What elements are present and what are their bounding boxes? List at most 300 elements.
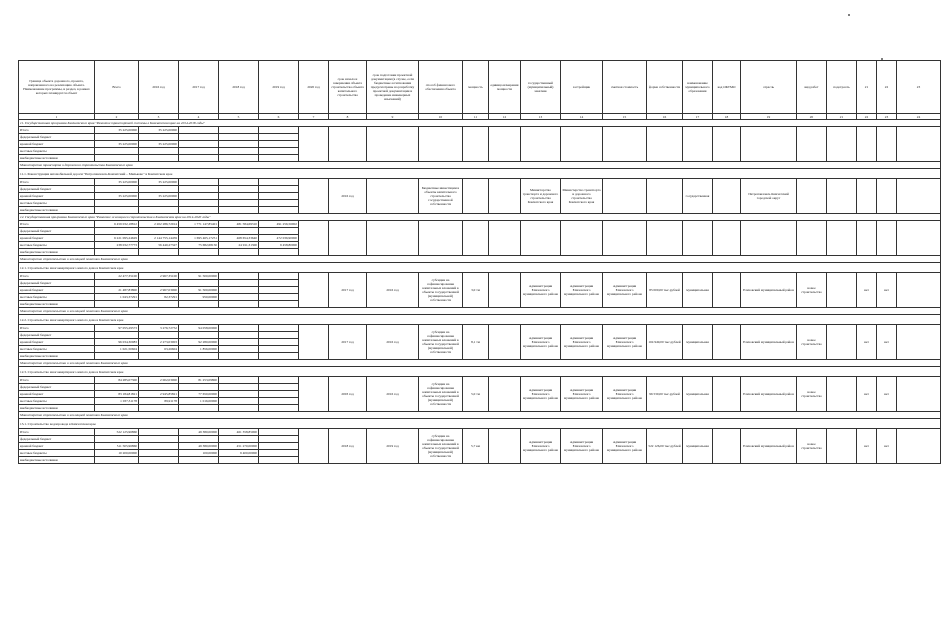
value-total xyxy=(95,384,139,391)
object-title-row xyxy=(19,419,941,429)
value-2018 xyxy=(219,280,259,287)
value-2019 xyxy=(259,443,299,450)
row-label: внебюджетные источники xyxy=(19,301,95,308)
value-total xyxy=(95,200,139,207)
column-number: 9 xyxy=(367,114,419,120)
value-2019 xyxy=(259,450,299,457)
column-number: 22 xyxy=(857,114,877,120)
start-year: 2017 год xyxy=(329,325,367,360)
col-22: нет xyxy=(877,429,897,464)
value-2016: 56 440,27327 xyxy=(139,242,179,249)
value-2016: 89,91178 xyxy=(139,398,179,405)
value-2018 xyxy=(219,179,259,186)
object-title: 12.1. Строительство многоквартирного жилого дома в Камчатском крае xyxy=(19,263,941,273)
value-2018: 9 400,00000 xyxy=(219,450,259,457)
value-2017 xyxy=(179,280,219,287)
value-2017: 75 682,68150 xyxy=(179,242,219,249)
value-2016 xyxy=(139,436,179,443)
value-2018 xyxy=(219,249,259,256)
value-total: 1 021,50604 xyxy=(95,346,139,353)
municipality: Елизовский муниципальный район xyxy=(741,325,797,360)
empty-cell xyxy=(857,127,877,162)
col-23 xyxy=(897,179,941,214)
column-header: наименование муниципального образования xyxy=(683,61,713,114)
value-total xyxy=(95,332,139,339)
value-2016 xyxy=(139,249,179,256)
value-2016: 63,26604 xyxy=(139,346,179,353)
value-2018 xyxy=(219,301,259,308)
column-number: 3 xyxy=(139,114,179,120)
empty-cell xyxy=(419,127,463,162)
row-label: Итого xyxy=(19,325,95,332)
capacity-unit xyxy=(489,429,521,464)
value-2019 xyxy=(259,249,299,256)
value-2017 xyxy=(179,436,219,443)
start-year: 2003 год xyxy=(329,377,367,412)
value-total xyxy=(95,228,139,235)
value-total: 6 221 095,24629 xyxy=(95,235,139,242)
column-number: 11 xyxy=(463,114,489,120)
value-total xyxy=(95,301,139,308)
column-number: 14 xyxy=(561,114,603,120)
row-label: краевой бюджет xyxy=(19,339,95,346)
value-2017 xyxy=(179,249,219,256)
value-2018 xyxy=(219,332,259,339)
value-2019: 472 036,90000 xyxy=(259,235,299,242)
value-total: 22 477,35100 xyxy=(95,273,139,280)
municipality: Петропавловск-Камчатский городской округ xyxy=(741,179,797,214)
section-title-row xyxy=(19,162,941,169)
column-header: 23 xyxy=(897,61,941,114)
value-total: 96 034,30983 xyxy=(95,339,139,346)
column-header: Всего xyxy=(95,61,139,114)
section-title-row xyxy=(19,256,941,263)
col-22: нет xyxy=(877,325,897,360)
object-title: 12.3. Строительство многоквартирного жилого дома в Камчатском крае xyxy=(19,367,941,377)
value-2016 xyxy=(139,200,179,207)
value-2019 xyxy=(259,287,299,294)
value-2017: 950,00000 xyxy=(179,294,219,301)
value-2020 xyxy=(299,429,329,464)
table-row xyxy=(19,273,941,280)
value-2018 xyxy=(219,398,259,405)
municipality: Елизовский муниципальный район xyxy=(741,429,797,464)
value-2018 xyxy=(219,141,259,148)
column-number: 1 xyxy=(19,114,95,120)
empty-cell xyxy=(857,221,877,256)
row-label: краевой бюджет xyxy=(19,391,95,398)
value-2019 xyxy=(259,346,299,353)
section-title: 11. Государственная программа Камчатского края "Развитие транспортной системы в Камчатском крае на 2014-2018 годы" xyxy=(19,120,941,127)
value-2018 xyxy=(219,273,259,280)
value-total: 35 225,00000 xyxy=(95,127,139,134)
section-title: Министерство строительства и жилищной политики Камчатского края xyxy=(19,308,941,315)
value-2017: 1 016,00000 xyxy=(179,398,219,405)
work-kind: новое строительство xyxy=(797,325,827,360)
value-2016: 35 225,00000 xyxy=(139,127,179,134)
col-22: нет xyxy=(877,273,897,308)
value-2019 xyxy=(259,280,299,287)
value-total xyxy=(95,186,139,193)
column-number: 16 xyxy=(647,114,683,120)
row-label: местные бюджеты xyxy=(19,398,95,405)
column-header: срок начала и завершения объекта строительства объекта капитального строительства xyxy=(329,61,367,114)
value-total: 84 285,07300 xyxy=(95,377,139,384)
value-2018 xyxy=(219,148,259,155)
empty-cell xyxy=(463,221,489,256)
value-2017: 1 856,00000 xyxy=(179,346,219,353)
start-year: 2017 год xyxy=(329,273,367,308)
value-2019 xyxy=(259,377,299,384)
column-header: 2019 год xyxy=(259,61,299,114)
value-2017 xyxy=(179,141,219,148)
spacer xyxy=(713,273,741,308)
row-label: краевой бюджет xyxy=(19,287,95,294)
value-2016 xyxy=(139,301,179,308)
row-label: Итого xyxy=(19,273,95,280)
column-header: государственный (муниципальный) заказчик xyxy=(521,61,561,114)
value-2017 xyxy=(179,127,219,134)
value-2016 xyxy=(139,353,179,360)
row-label: федеральный бюджет xyxy=(19,332,95,339)
value-2019 xyxy=(259,200,299,207)
developer: Администрация Елизовского муниципального района xyxy=(561,377,603,412)
column-number: 10 xyxy=(419,114,463,120)
empty-cell xyxy=(463,127,489,162)
empty-cell xyxy=(713,127,741,162)
object-title-row xyxy=(19,263,941,273)
section-title: 12. Государственная программа Камчатского края "Развитие жилищного строительства в Камчатском крае на 2014-2020 годы" xyxy=(19,214,941,221)
column-number: 20 xyxy=(797,114,827,120)
state-customer: Администрация Елизовского муниципального района xyxy=(521,377,561,412)
value-2018: 461 358,85000 xyxy=(219,429,259,436)
table-row xyxy=(19,429,941,436)
value-2019 xyxy=(259,141,299,148)
value-total: 21 487,83800 xyxy=(95,287,139,294)
col-22 xyxy=(877,179,897,214)
value-2020 xyxy=(299,377,329,412)
table-row xyxy=(19,377,941,384)
value-2018 xyxy=(219,287,259,294)
col-23 xyxy=(897,429,941,464)
table-row xyxy=(19,127,941,134)
value-2019 xyxy=(259,384,299,391)
column-header: срок подготовки проектной документации (в случае, если бюджетные ассигнования предусмотрены на разработку проектной документации и проведение инженерных изысканий) xyxy=(367,61,419,114)
object-title-row xyxy=(19,169,941,179)
column-header: форма собственности xyxy=(647,61,683,114)
value-total: 1 043,37291 xyxy=(95,294,139,301)
value-2018 xyxy=(219,294,259,301)
value-2018: 481 584,69310 xyxy=(219,221,259,228)
ownership-form: муниципальная xyxy=(683,429,713,464)
column-header: 21 xyxy=(857,61,877,114)
object-title-row xyxy=(19,315,941,325)
value-total: 6 459 032,18812 xyxy=(95,221,139,228)
value-2020 xyxy=(299,273,329,308)
design-year: 2016 год xyxy=(367,325,419,360)
column-header: вид работ xyxy=(797,61,827,114)
value-2016: 2 967,35100 xyxy=(139,273,179,280)
empty-cell xyxy=(877,127,897,162)
capacity-unit xyxy=(489,179,521,214)
row-label: местные бюджеты xyxy=(19,200,95,207)
value-2016 xyxy=(139,148,179,155)
row-label: федеральный бюджет xyxy=(19,436,95,443)
value-2018 xyxy=(219,186,259,193)
estimated-cost: 85 000,00 тыс.рублей xyxy=(647,273,683,308)
value-2017: 1 771 147,85401 xyxy=(179,221,219,228)
value-2016 xyxy=(139,332,179,339)
value-2020 xyxy=(299,179,329,214)
value-2019 xyxy=(259,186,299,193)
developer: Администрация Елизовского муниципального района xyxy=(561,273,603,308)
value-2019 xyxy=(259,325,299,332)
column-number: 12 xyxy=(489,114,521,120)
state-customer: Министерство транспорта и дорожного строительства Камчатского края xyxy=(521,179,561,214)
work-kind xyxy=(797,179,827,214)
empty-cell xyxy=(877,221,897,256)
object-title: 11.1. Реконструкция автомобильной дороги "Петропавловск-Камчатский – Мильково" в Камчатском крае xyxy=(19,169,941,179)
value-total: 35 225,00000 xyxy=(95,141,139,148)
empty-cell xyxy=(367,127,419,162)
estimated-cost xyxy=(647,179,683,214)
value-2019 xyxy=(259,207,299,214)
section-title: Министерство строительства и жилищной политики Камчатского края xyxy=(19,256,941,263)
estimated-cost: 522 126,00 тыс.рублей xyxy=(647,429,683,464)
value-2019: 9 458,80000 xyxy=(259,242,299,249)
empty-cell xyxy=(683,221,713,256)
column-number: 15 xyxy=(603,114,647,120)
empty-cell xyxy=(647,221,683,256)
value-2018 xyxy=(219,200,259,207)
value-total: 10 200,00000 xyxy=(95,450,139,457)
industry xyxy=(827,377,857,412)
row-label: краевой бюджет xyxy=(19,443,95,450)
empty-cell xyxy=(367,221,419,256)
state-customer: Администрация Елизовского муниципального района xyxy=(521,325,561,360)
industry xyxy=(827,179,857,214)
value-2017: 94 058,00000 xyxy=(179,325,219,332)
capacity-unit xyxy=(489,273,521,308)
value-2017: 92 280,00000 xyxy=(179,339,219,346)
value-2019 xyxy=(259,457,299,464)
row-label: федеральный бюджет xyxy=(19,186,95,193)
section-title: Министерство строительства и жилищной политики Камчатского края xyxy=(19,412,941,419)
row-label: местные бюджеты xyxy=(19,148,95,155)
section-title: Министерство строительства и жилищной политики Камчатского края xyxy=(19,360,941,367)
value-2019 xyxy=(259,127,299,134)
section-title-row xyxy=(19,214,941,221)
spacer xyxy=(713,377,741,412)
row-label: Итого xyxy=(19,377,95,384)
value-2017 xyxy=(179,148,219,155)
empty-cell xyxy=(683,127,713,162)
object-title-row xyxy=(19,367,941,377)
empty-cell xyxy=(827,221,857,256)
estimated-cost: 96 530,00 тыс.рублей xyxy=(647,377,683,412)
value-2017 xyxy=(179,384,219,391)
value-2017 xyxy=(179,155,219,162)
value-2019 xyxy=(259,134,299,141)
value-2017 xyxy=(179,405,219,412)
row-label: внебюджетные источники xyxy=(19,155,95,162)
row-label: федеральный бюджет xyxy=(19,384,95,391)
value-2018 xyxy=(219,325,259,332)
value-2016 xyxy=(139,280,179,287)
value-2018 xyxy=(219,207,259,214)
empty-cell xyxy=(521,221,561,256)
row-label: краевой бюджет xyxy=(19,193,95,200)
column-number: 18 xyxy=(713,114,741,120)
empty-cell xyxy=(329,127,367,162)
value-total xyxy=(95,249,139,256)
value-2017 xyxy=(179,193,219,200)
investment-table xyxy=(18,60,941,464)
value-2017 xyxy=(179,134,219,141)
value-2017 xyxy=(179,228,219,235)
row-label: внебюджетные источники xyxy=(19,353,95,360)
customer-org: Администрация Елизовского муниципального района xyxy=(603,429,647,464)
empty-cell xyxy=(299,221,329,256)
value-2018 xyxy=(219,384,259,391)
value-2018: 468 654,33640 xyxy=(219,235,259,242)
row-label: краевой бюджет xyxy=(19,141,95,148)
row-label: местные бюджеты xyxy=(19,346,95,353)
design-year: 2016 год xyxy=(367,273,419,308)
developer: Администрация Елизовского муниципального района xyxy=(561,429,603,464)
value-2018 xyxy=(219,436,259,443)
value-2020 xyxy=(299,325,329,360)
column-number: 24 xyxy=(897,114,941,120)
row-label: краевой бюджет xyxy=(19,235,95,242)
value-2016 xyxy=(139,186,179,193)
value-2016: 35 225,00000 xyxy=(139,179,179,186)
spacer xyxy=(713,325,741,360)
value-2019 xyxy=(259,179,299,186)
row-label: внебюджетные источники xyxy=(19,207,95,214)
col-21 xyxy=(857,179,877,214)
value-2019 xyxy=(259,429,299,436)
value-2018 xyxy=(219,228,259,235)
empty-cell xyxy=(603,127,647,162)
value-2017 xyxy=(179,179,219,186)
value-2017 xyxy=(179,207,219,214)
value-total xyxy=(95,148,139,155)
value-2016: 2 967,03000 xyxy=(139,287,179,294)
work-kind: новое строительство xyxy=(797,273,827,308)
value-2016: 2 144 755,14459 xyxy=(139,235,179,242)
value-2019 xyxy=(259,405,299,412)
column-number: 13 xyxy=(521,114,561,120)
value-2017: 77 650,00000 xyxy=(179,391,219,398)
value-2018 xyxy=(219,353,259,360)
col-23 xyxy=(897,325,941,360)
row-label: местные бюджеты xyxy=(19,242,95,249)
row-label: внебюджетные источники xyxy=(19,457,95,464)
work-kind: новое строительство xyxy=(797,429,827,464)
value-2017: 81 253,09800 xyxy=(179,377,219,384)
value-2017: 49 380,00000 xyxy=(179,429,219,436)
value-total: 511 505,96860 xyxy=(95,443,139,450)
ownership-form: муниципальная xyxy=(683,325,713,360)
value-2018 xyxy=(219,457,259,464)
row-label: Итого xyxy=(19,221,95,228)
column-number: 6 xyxy=(259,114,299,120)
value-total xyxy=(95,353,139,360)
table-body xyxy=(19,120,941,464)
column-header: 2018 год xyxy=(219,61,259,114)
header-row xyxy=(19,61,941,114)
table-row xyxy=(19,179,941,186)
scan-speck xyxy=(848,14,850,16)
col-22: нет xyxy=(877,377,897,412)
col-23 xyxy=(897,377,941,412)
financing-method: субсидии на софинансирование капитальных вложений в объекты государственной (муниципальной) собственности xyxy=(419,377,463,412)
section-title-row xyxy=(19,360,941,367)
start-year: 2018 год xyxy=(329,429,367,464)
municipality: Елизовский муниципальный район xyxy=(741,273,797,308)
value-2019: 491 256,56902 xyxy=(259,221,299,228)
value-2019 xyxy=(259,148,299,155)
capacity xyxy=(463,179,489,214)
value-total xyxy=(95,207,139,214)
capacity: 5,7 км xyxy=(463,429,489,464)
value-total xyxy=(95,457,139,464)
value-2018 xyxy=(219,155,259,162)
spacer xyxy=(713,429,741,464)
value-2016: 82,37291 xyxy=(139,294,179,301)
value-2018 xyxy=(219,346,259,353)
design-year: 2016 год xyxy=(367,377,419,412)
value-total xyxy=(95,405,139,412)
table-row xyxy=(19,221,941,228)
value-total: 238 032,77773 xyxy=(95,242,139,249)
ownership-form: муниципальная xyxy=(683,377,713,412)
row-label: внебюджетные источники xyxy=(19,405,95,412)
row-label: Итого xyxy=(19,429,95,436)
column-number: 23 xyxy=(877,114,897,120)
value-2017 xyxy=(179,457,219,464)
column-header: код ОКТМО xyxy=(713,61,741,114)
empty-cell xyxy=(603,221,647,256)
value-2016 xyxy=(139,457,179,464)
developer: Министерство транспорта и дорожного строительства Камчатского края xyxy=(561,179,603,214)
value-2016 xyxy=(139,384,179,391)
empty-cell xyxy=(561,221,603,256)
budget-table-sheet xyxy=(18,60,921,620)
value-2017 xyxy=(179,332,219,339)
financing-method: субсидии на софинансирование капитальных вложений в объекты государственной (муниципальной) собственности xyxy=(419,429,463,464)
section-title-row xyxy=(19,308,941,315)
column-number: 21 xyxy=(827,114,857,120)
value-2017: 1 695 465,17251 xyxy=(179,235,219,242)
column-header: 2020 год xyxy=(299,61,329,114)
value-total: 1 037,31178 xyxy=(95,398,139,405)
empty-cell xyxy=(797,127,827,162)
empty-cell xyxy=(897,221,941,256)
value-2019 xyxy=(259,339,299,346)
value-total xyxy=(95,155,139,162)
state-customer: Администрация Елизовского муниципального района xyxy=(521,273,561,308)
value-2019 xyxy=(259,273,299,280)
column-number: 4 xyxy=(179,114,219,120)
value-total: 35 225,00000 xyxy=(95,179,139,186)
industry xyxy=(827,429,857,464)
col-21: нет xyxy=(857,377,877,412)
value-2018 xyxy=(219,127,259,134)
design-year: 2019 год xyxy=(367,429,419,464)
empty-cell xyxy=(521,127,561,162)
